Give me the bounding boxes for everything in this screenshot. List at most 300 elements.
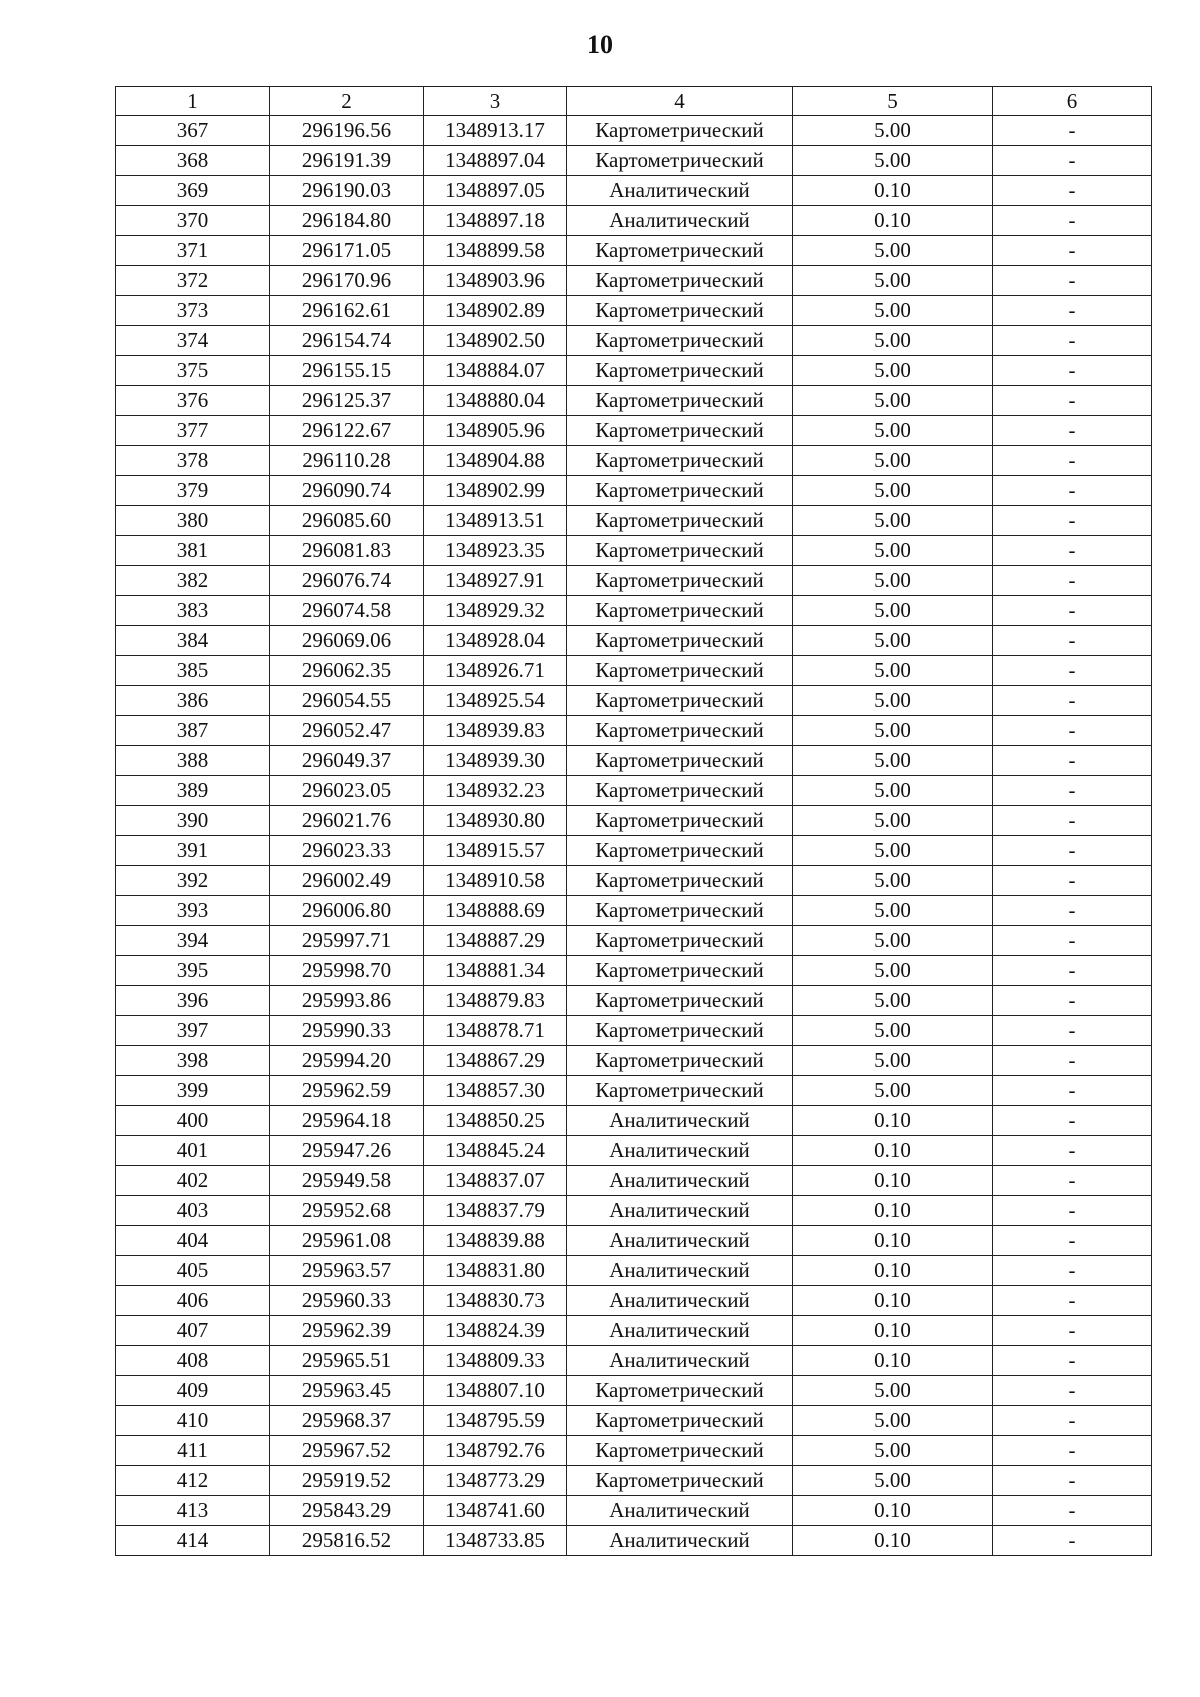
accuracy-cell: 5.00: [793, 476, 993, 506]
point-number-cell: 373: [116, 296, 270, 326]
accuracy-cell: 5.00: [793, 1376, 993, 1406]
x-coordinate-cell: 296052.47: [270, 716, 424, 746]
point-number-cell: 395: [116, 956, 270, 986]
table-row: [116, 146, 1152, 176]
x-coordinate-cell: 295816.52: [270, 1526, 424, 1556]
table-row: [116, 836, 1152, 866]
table-body: [116, 116, 1152, 1556]
note-cell: -: [993, 176, 1152, 206]
accuracy-cell: 5.00: [793, 356, 993, 386]
note-cell: -: [993, 986, 1152, 1016]
y-coordinate-cell: 1348932.23: [424, 776, 567, 806]
method-cell: Картометрический: [567, 1376, 793, 1406]
column-header: 2: [270, 87, 424, 116]
method-cell: Картометрический: [567, 296, 793, 326]
accuracy-cell: 0.10: [793, 1496, 993, 1526]
point-number-cell: 376: [116, 386, 270, 416]
y-coordinate-cell: 1348902.50: [424, 326, 567, 356]
note-cell: -: [993, 266, 1152, 296]
point-number-cell: 396: [116, 986, 270, 1016]
table-row: [116, 806, 1152, 836]
y-coordinate-cell: 1348929.32: [424, 596, 567, 626]
point-number-cell: 413: [116, 1496, 270, 1526]
x-coordinate-cell: 296069.06: [270, 626, 424, 656]
method-cell: Аналитический: [567, 1346, 793, 1376]
y-coordinate-cell: 1348857.30: [424, 1076, 567, 1106]
note-cell: -: [993, 326, 1152, 356]
table-row: [116, 206, 1152, 236]
y-coordinate-cell: 1348939.30: [424, 746, 567, 776]
y-coordinate-cell: 1348824.39: [424, 1316, 567, 1346]
note-cell: -: [993, 146, 1152, 176]
x-coordinate-cell: 295962.59: [270, 1076, 424, 1106]
x-coordinate-cell: 295961.08: [270, 1226, 424, 1256]
table-row: [116, 1046, 1152, 1076]
point-number-cell: 398: [116, 1046, 270, 1076]
method-cell: Аналитический: [567, 1256, 793, 1286]
method-cell: Картометрический: [567, 356, 793, 386]
note-cell: -: [993, 1286, 1152, 1316]
point-number-cell: 374: [116, 326, 270, 356]
y-coordinate-cell: 1348881.34: [424, 956, 567, 986]
accuracy-cell: 0.10: [793, 206, 993, 236]
method-cell: Картометрический: [567, 746, 793, 776]
table-row: [116, 116, 1152, 146]
table-row: [116, 1106, 1152, 1136]
y-coordinate-cell: 1348837.07: [424, 1166, 567, 1196]
y-coordinate-cell: 1348830.73: [424, 1286, 567, 1316]
note-cell: -: [993, 1196, 1152, 1226]
y-coordinate-cell: 1348792.76: [424, 1436, 567, 1466]
point-number-cell: 408: [116, 1346, 270, 1376]
note-cell: -: [993, 806, 1152, 836]
y-coordinate-cell: 1348887.29: [424, 926, 567, 956]
method-cell: Аналитический: [567, 176, 793, 206]
note-cell: -: [993, 1346, 1152, 1376]
note-cell: -: [993, 626, 1152, 656]
y-coordinate-cell: 1348928.04: [424, 626, 567, 656]
note-cell: -: [993, 296, 1152, 326]
y-coordinate-cell: 1348773.29: [424, 1466, 567, 1496]
method-cell: Картометрический: [567, 1436, 793, 1466]
table-row: [116, 566, 1152, 596]
point-number-cell: 367: [116, 116, 270, 146]
method-cell: Картометрический: [567, 116, 793, 146]
x-coordinate-cell: 295952.68: [270, 1196, 424, 1226]
point-number-cell: 390: [116, 806, 270, 836]
accuracy-cell: 5.00: [793, 236, 993, 266]
note-cell: -: [993, 1166, 1152, 1196]
accuracy-cell: 0.10: [793, 1316, 993, 1346]
table-row: [116, 536, 1152, 566]
table-row: [116, 656, 1152, 686]
accuracy-cell: 5.00: [793, 1046, 993, 1076]
note-cell: -: [993, 1466, 1152, 1496]
method-cell: Аналитический: [567, 1136, 793, 1166]
x-coordinate-cell: 295919.52: [270, 1466, 424, 1496]
note-cell: -: [993, 1046, 1152, 1076]
table-row: [116, 476, 1152, 506]
accuracy-cell: 5.00: [793, 1016, 993, 1046]
note-cell: -: [993, 1226, 1152, 1256]
method-cell: Картометрический: [567, 506, 793, 536]
x-coordinate-cell: 296006.80: [270, 896, 424, 926]
accuracy-cell: 5.00: [793, 1466, 993, 1496]
table-row: [116, 1196, 1152, 1226]
method-cell: Картометрический: [567, 146, 793, 176]
accuracy-cell: 5.00: [793, 116, 993, 146]
method-cell: Картометрический: [567, 476, 793, 506]
y-coordinate-cell: 1348850.25: [424, 1106, 567, 1136]
accuracy-cell: 5.00: [793, 266, 993, 296]
column-header: 3: [424, 87, 567, 116]
table-row: [116, 1496, 1152, 1526]
note-cell: -: [993, 386, 1152, 416]
x-coordinate-cell: 296171.05: [270, 236, 424, 266]
method-cell: Аналитический: [567, 1526, 793, 1556]
note-cell: -: [993, 206, 1152, 236]
x-coordinate-cell: 296085.60: [270, 506, 424, 536]
x-coordinate-cell: 296110.28: [270, 446, 424, 476]
x-coordinate-cell: 295998.70: [270, 956, 424, 986]
y-coordinate-cell: 1348897.04: [424, 146, 567, 176]
x-coordinate-cell: 296076.74: [270, 566, 424, 596]
y-coordinate-cell: 1348910.58: [424, 866, 567, 896]
table-row: [116, 266, 1152, 296]
accuracy-cell: 5.00: [793, 416, 993, 446]
x-coordinate-cell: 295962.39: [270, 1316, 424, 1346]
note-cell: -: [993, 356, 1152, 386]
method-cell: Картометрический: [567, 956, 793, 986]
y-coordinate-cell: 1348809.33: [424, 1346, 567, 1376]
method-cell: Аналитический: [567, 1316, 793, 1346]
y-coordinate-cell: 1348845.24: [424, 1136, 567, 1166]
note-cell: -: [993, 896, 1152, 926]
y-coordinate-cell: 1348902.89: [424, 296, 567, 326]
table-row: [116, 1526, 1152, 1556]
method-cell: Аналитический: [567, 1496, 793, 1526]
note-cell: -: [993, 656, 1152, 686]
x-coordinate-cell: 295990.33: [270, 1016, 424, 1046]
method-cell: Картометрический: [567, 1046, 793, 1076]
point-number-cell: 377: [116, 416, 270, 446]
accuracy-cell: 5.00: [793, 626, 993, 656]
x-coordinate-cell: 295947.26: [270, 1136, 424, 1166]
y-coordinate-cell: 1348839.88: [424, 1226, 567, 1256]
x-coordinate-cell: 296074.58: [270, 596, 424, 626]
point-number-cell: 375: [116, 356, 270, 386]
x-coordinate-cell: 295993.86: [270, 986, 424, 1016]
table-row: [116, 596, 1152, 626]
x-coordinate-cell: 295965.51: [270, 1346, 424, 1376]
y-coordinate-cell: 1348733.85: [424, 1526, 567, 1556]
method-cell: Картометрический: [567, 716, 793, 746]
method-cell: Картометрический: [567, 446, 793, 476]
table-row: [116, 1016, 1152, 1046]
x-coordinate-cell: 296191.39: [270, 146, 424, 176]
table-row: [116, 986, 1152, 1016]
note-cell: -: [993, 476, 1152, 506]
table-row: [116, 1136, 1152, 1166]
note-cell: -: [993, 566, 1152, 596]
table-row: [116, 956, 1152, 986]
accuracy-cell: 5.00: [793, 896, 993, 926]
y-coordinate-cell: 1348878.71: [424, 1016, 567, 1046]
note-cell: -: [993, 446, 1152, 476]
y-coordinate-cell: 1348831.80: [424, 1256, 567, 1286]
table-row: [116, 1406, 1152, 1436]
method-cell: Картометрический: [567, 386, 793, 416]
method-cell: Аналитический: [567, 206, 793, 236]
x-coordinate-cell: 296081.83: [270, 536, 424, 566]
method-cell: Картометрический: [567, 566, 793, 596]
method-cell: Картометрический: [567, 536, 793, 566]
coordinates-table: [115, 86, 1152, 1556]
table-row: [116, 626, 1152, 656]
accuracy-cell: 5.00: [793, 866, 993, 896]
x-coordinate-cell: 296162.61: [270, 296, 424, 326]
point-number-cell: 394: [116, 926, 270, 956]
note-cell: -: [993, 506, 1152, 536]
y-coordinate-cell: 1348923.35: [424, 536, 567, 566]
y-coordinate-cell: 1348913.51: [424, 506, 567, 536]
x-coordinate-cell: 296062.35: [270, 656, 424, 686]
point-number-cell: 372: [116, 266, 270, 296]
method-cell: Картометрический: [567, 326, 793, 356]
point-number-cell: 382: [116, 566, 270, 596]
point-number-cell: 387: [116, 716, 270, 746]
note-cell: -: [993, 236, 1152, 266]
method-cell: Картометрический: [567, 266, 793, 296]
note-cell: -: [993, 116, 1152, 146]
table-row: [116, 926, 1152, 956]
point-number-cell: 391: [116, 836, 270, 866]
x-coordinate-cell: 296122.67: [270, 416, 424, 446]
x-coordinate-cell: 296023.33: [270, 836, 424, 866]
x-coordinate-cell: 296090.74: [270, 476, 424, 506]
note-cell: -: [993, 1106, 1152, 1136]
method-cell: Картометрический: [567, 1406, 793, 1436]
accuracy-cell: 5.00: [793, 536, 993, 566]
method-cell: Картометрический: [567, 596, 793, 626]
accuracy-cell: 5.00: [793, 296, 993, 326]
method-cell: Картометрический: [567, 806, 793, 836]
x-coordinate-cell: 296170.96: [270, 266, 424, 296]
accuracy-cell: 5.00: [793, 1436, 993, 1466]
table-row: [116, 776, 1152, 806]
accuracy-cell: 0.10: [793, 1106, 993, 1136]
note-cell: -: [993, 1496, 1152, 1526]
method-cell: Картометрический: [567, 1016, 793, 1046]
point-number-cell: 407: [116, 1316, 270, 1346]
point-number-cell: 410: [116, 1406, 270, 1436]
table-row: [116, 1286, 1152, 1316]
accuracy-cell: 5.00: [793, 446, 993, 476]
point-number-cell: 380: [116, 506, 270, 536]
x-coordinate-cell: 296021.76: [270, 806, 424, 836]
x-coordinate-cell: 296049.37: [270, 746, 424, 776]
accuracy-cell: 5.00: [793, 506, 993, 536]
column-header: 4: [567, 87, 793, 116]
accuracy-cell: 0.10: [793, 1526, 993, 1556]
table-row: [116, 506, 1152, 536]
method-cell: Картометрический: [567, 896, 793, 926]
method-cell: Картометрический: [567, 1076, 793, 1106]
table-row: [116, 866, 1152, 896]
table-header-row: [116, 87, 1152, 116]
note-cell: -: [993, 686, 1152, 716]
y-coordinate-cell: 1348915.57: [424, 836, 567, 866]
method-cell: Картометрический: [567, 686, 793, 716]
x-coordinate-cell: 296125.37: [270, 386, 424, 416]
x-coordinate-cell: 296002.49: [270, 866, 424, 896]
y-coordinate-cell: 1348888.69: [424, 896, 567, 926]
point-number-cell: 412: [116, 1466, 270, 1496]
accuracy-cell: 5.00: [793, 656, 993, 686]
point-number-cell: 379: [116, 476, 270, 506]
point-number-cell: 388: [116, 746, 270, 776]
method-cell: Аналитический: [567, 1166, 793, 1196]
note-cell: -: [993, 926, 1152, 956]
table-row: [116, 176, 1152, 206]
point-number-cell: 406: [116, 1286, 270, 1316]
x-coordinate-cell: 296184.80: [270, 206, 424, 236]
y-coordinate-cell: 1348807.10: [424, 1376, 567, 1406]
x-coordinate-cell: 295967.52: [270, 1436, 424, 1466]
accuracy-cell: 0.10: [793, 1226, 993, 1256]
point-number-cell: 397: [116, 1016, 270, 1046]
accuracy-cell: 5.00: [793, 326, 993, 356]
table-row: [116, 1346, 1152, 1376]
y-coordinate-cell: 1348902.99: [424, 476, 567, 506]
accuracy-cell: 5.00: [793, 836, 993, 866]
y-coordinate-cell: 1348925.54: [424, 686, 567, 716]
point-number-cell: 378: [116, 446, 270, 476]
note-cell: -: [993, 1316, 1152, 1346]
x-coordinate-cell: 295997.71: [270, 926, 424, 956]
method-cell: Картометрический: [567, 866, 793, 896]
note-cell: -: [993, 956, 1152, 986]
table-row: [116, 1166, 1152, 1196]
note-cell: -: [993, 1436, 1152, 1466]
note-cell: -: [993, 1526, 1152, 1556]
y-coordinate-cell: 1348880.04: [424, 386, 567, 416]
method-cell: Картометрический: [567, 236, 793, 266]
point-number-cell: 368: [116, 146, 270, 176]
note-cell: -: [993, 596, 1152, 626]
y-coordinate-cell: 1348930.80: [424, 806, 567, 836]
x-coordinate-cell: 296023.05: [270, 776, 424, 806]
accuracy-cell: 0.10: [793, 1136, 993, 1166]
point-number-cell: 402: [116, 1166, 270, 1196]
x-coordinate-cell: 295994.20: [270, 1046, 424, 1076]
point-number-cell: 369: [116, 176, 270, 206]
x-coordinate-cell: 296190.03: [270, 176, 424, 206]
accuracy-cell: 0.10: [793, 176, 993, 206]
point-number-cell: 414: [116, 1526, 270, 1556]
note-cell: -: [993, 1376, 1152, 1406]
table-row: [116, 746, 1152, 776]
point-number-cell: 399: [116, 1076, 270, 1106]
method-cell: Аналитический: [567, 1226, 793, 1256]
table-row: [116, 1436, 1152, 1466]
x-coordinate-cell: 296155.15: [270, 356, 424, 386]
table-row: [116, 896, 1152, 926]
accuracy-cell: 5.00: [793, 596, 993, 626]
point-number-cell: 404: [116, 1226, 270, 1256]
y-coordinate-cell: 1348837.79: [424, 1196, 567, 1226]
accuracy-cell: 0.10: [793, 1286, 993, 1316]
table-row: [116, 716, 1152, 746]
accuracy-cell: 0.10: [793, 1346, 993, 1376]
accuracy-cell: 5.00: [793, 746, 993, 776]
x-coordinate-cell: 295960.33: [270, 1286, 424, 1316]
accuracy-cell: 5.00: [793, 986, 993, 1016]
y-coordinate-cell: 1348939.83: [424, 716, 567, 746]
method-cell: Аналитический: [567, 1196, 793, 1226]
y-coordinate-cell: 1348927.91: [424, 566, 567, 596]
table-row: [116, 356, 1152, 386]
table-row: [116, 296, 1152, 326]
point-number-cell: 393: [116, 896, 270, 926]
note-cell: -: [993, 746, 1152, 776]
method-cell: Картометрический: [567, 1466, 793, 1496]
column-header: 5: [793, 87, 993, 116]
x-coordinate-cell: 296054.55: [270, 686, 424, 716]
point-number-cell: 389: [116, 776, 270, 806]
y-coordinate-cell: 1348903.96: [424, 266, 567, 296]
page-number: 10: [587, 30, 613, 59]
point-number-cell: 384: [116, 626, 270, 656]
y-coordinate-cell: 1348904.88: [424, 446, 567, 476]
x-coordinate-cell: 295963.57: [270, 1256, 424, 1286]
x-coordinate-cell: 296196.56: [270, 116, 424, 146]
accuracy-cell: 5.00: [793, 776, 993, 806]
point-number-cell: 400: [116, 1106, 270, 1136]
column-header: 1: [116, 87, 270, 116]
table-row: [116, 416, 1152, 446]
x-coordinate-cell: 295843.29: [270, 1496, 424, 1526]
note-cell: -: [993, 836, 1152, 866]
point-number-cell: 383: [116, 596, 270, 626]
note-cell: -: [993, 866, 1152, 896]
note-cell: -: [993, 1016, 1152, 1046]
accuracy-cell: 5.00: [793, 146, 993, 176]
y-coordinate-cell: 1348879.83: [424, 986, 567, 1016]
table-row: [116, 386, 1152, 416]
y-coordinate-cell: 1348897.05: [424, 176, 567, 206]
x-coordinate-cell: 295963.45: [270, 1376, 424, 1406]
y-coordinate-cell: 1348741.60: [424, 1496, 567, 1526]
y-coordinate-cell: 1348867.29: [424, 1046, 567, 1076]
note-cell: -: [993, 716, 1152, 746]
table-row: [116, 446, 1152, 476]
y-coordinate-cell: 1348926.71: [424, 656, 567, 686]
accuracy-cell: 5.00: [793, 1406, 993, 1436]
column-header: 6: [993, 87, 1152, 116]
method-cell: Картометрический: [567, 656, 793, 686]
table-row: [116, 236, 1152, 266]
point-number-cell: 385: [116, 656, 270, 686]
method-cell: Картометрический: [567, 776, 793, 806]
table-row: [116, 1256, 1152, 1286]
y-coordinate-cell: 1348897.18: [424, 206, 567, 236]
method-cell: Картометрический: [567, 416, 793, 446]
method-cell: Аналитический: [567, 1106, 793, 1136]
x-coordinate-cell: 296154.74: [270, 326, 424, 356]
note-cell: -: [993, 1256, 1152, 1286]
method-cell: Картометрический: [567, 836, 793, 866]
